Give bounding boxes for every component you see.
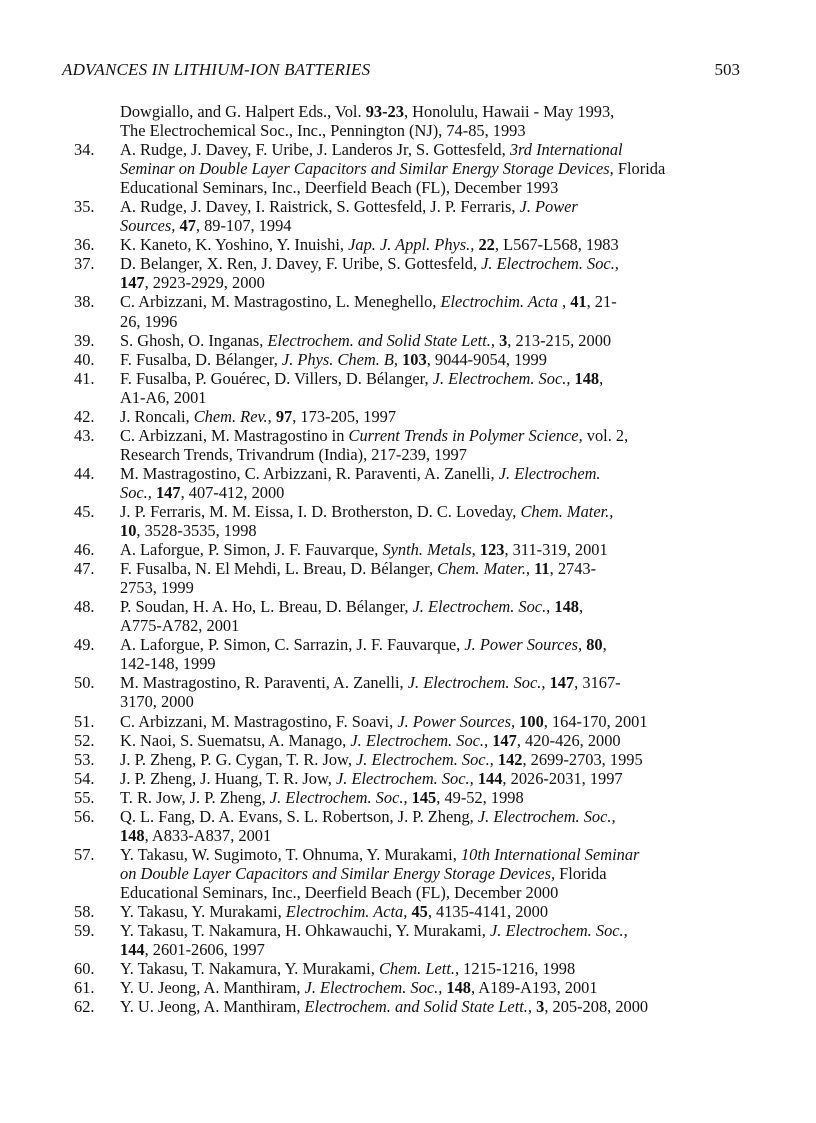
reference-item [0, 369, 816, 407]
reference-number: 55. [74, 787, 95, 807]
citation-text: Educational Seminars, Inc., Deerfield Beach (FL), December 1993 [120, 178, 559, 198]
reference-number: 47. [74, 559, 95, 579]
citation-text: , 2699-2703, 1995 [522, 749, 643, 769]
citation-text: Y. Takasu, Y. Murakami, [120, 901, 286, 921]
citation-text: , 89-107, 1994 [195, 216, 292, 236]
citation-text: , L567-L568, 1983 [494, 235, 619, 255]
reference-item [0, 254, 816, 292]
journal-title: J. Electrochem. Soc., [477, 806, 616, 826]
journal-title: J. Phys. Chem. B, [281, 349, 398, 369]
journal-title: 3rd International [509, 140, 623, 160]
journal-title: J. Electrochem. Soc., [432, 368, 571, 388]
volume-number: 142 [497, 749, 523, 769]
reference-number: 43. [74, 425, 95, 445]
citation-text: The Electrochemical Soc., Inc., Pennington (NJ), 74-85, 1993 [120, 121, 526, 141]
reference-text [120, 426, 745, 464]
reference-text [120, 292, 745, 330]
citation-text: , 2743- [549, 559, 597, 579]
citation-text: Q. L. Fang, D. A. Evans, S. L. Robertson, J. P. Zheng, [120, 806, 478, 826]
journal-title: J. Electrochem. Soc., [490, 921, 628, 941]
citation-text: K. Kaneto, K. Yoshino, Y. Inuishi, [120, 235, 349, 255]
citation-text: , 213-215, 2000 [507, 330, 612, 350]
reference-text [120, 902, 745, 921]
reference-number: 52. [74, 730, 95, 750]
reference-item [0, 559, 816, 597]
citation-text: 3170, 2000 [120, 692, 194, 712]
journal-title: Soc., [120, 482, 152, 502]
journal-title: J. Power Sources, [464, 635, 583, 655]
reference-text [120, 254, 745, 292]
volume-number: 3 [536, 997, 545, 1017]
citation-text: Florida [555, 863, 607, 883]
reference-text [120, 959, 745, 978]
reference-item [0, 597, 816, 635]
reference-item [0, 921, 816, 959]
reference-item [0, 750, 816, 769]
citation-text: , 9044-9054, 1999 [426, 349, 547, 369]
reference-text [120, 350, 745, 369]
citation-text: , 407-412, 2000 [180, 482, 285, 502]
reference-item [0, 959, 816, 978]
citation-text: , [578, 597, 584, 617]
reference-number: 50. [74, 673, 95, 693]
reference-item [0, 350, 816, 369]
volume-number: 47 [179, 216, 196, 236]
citation-text: A. Laforgue, P. Simon, J. F. Fauvarque, [120, 540, 383, 560]
reference-text [120, 978, 745, 997]
journal-title: 10th International Seminar [460, 844, 640, 864]
citation-text: , 420-426, 2000 [516, 730, 621, 750]
citation-text: , 164-170, 2001 [543, 711, 648, 731]
reference-text [120, 140, 745, 197]
reference-item [0, 407, 816, 426]
citation-text: C. Arbizzani, M. Mastragostino in [120, 425, 349, 445]
citation-text: , 311-319, 2001 [504, 540, 608, 560]
citation-text: Research Trends, Trivandrum (India), 217-239, 1997 [120, 444, 467, 464]
volume-number: 145 [411, 787, 437, 807]
citation-text: 2753, 1999 [120, 578, 194, 598]
citation-text: P. Soudan, H. A. Ho, L. Breau, D. Bélanger, [120, 597, 413, 617]
journal-title: Electrochem. and Solid State Lett., [304, 997, 532, 1017]
citation-text: Y. Takasu, T. Nakamura, Y. Murakami, [120, 959, 379, 979]
reference-item [0, 235, 816, 254]
reference-number: 41. [74, 368, 95, 388]
citation-text: , 49-52, 1998 [436, 787, 524, 807]
citation-text: , 173-205, 1997 [292, 406, 397, 426]
volume-number: 100 [519, 711, 544, 731]
citation-text: Y. U. Jeong, A. Manthiram, [120, 978, 305, 998]
volume-number: 22 [478, 235, 495, 255]
reference-item [0, 140, 816, 197]
citation-text: vol. 2, [582, 425, 629, 445]
reference-text [120, 464, 745, 502]
citation-text: Y. Takasu, W. Sugimoto, T. Ohnuma, Y. Murakami, [120, 844, 461, 864]
reference-text [120, 807, 745, 845]
reference-item [0, 845, 816, 902]
journal-title: Chem. Lett., [378, 959, 460, 979]
journal-title: Current Trends in Polymer Science, [348, 425, 583, 445]
reference-number: 44. [74, 463, 95, 483]
reference-text [120, 559, 745, 597]
reference-text [120, 197, 745, 235]
volume-number: 148 [120, 825, 145, 845]
citation-text: Y. U. Jeong, A. Manthiram, [120, 997, 305, 1017]
volume-number: 148 [574, 368, 600, 388]
journal-title: Seminar on Double Layer Capacitors and Similar Energy Storage Devices, [120, 159, 614, 179]
reference-number: 35. [74, 197, 95, 217]
reference-text [120, 788, 745, 807]
reference-item [0, 978, 816, 997]
journal-title: J. Electrochem. Soc., [335, 768, 474, 788]
reference-number: 42. [74, 406, 95, 426]
journal-title: J. Power Sources, [397, 711, 516, 731]
reference-item [0, 769, 816, 788]
reference-number: 36. [74, 235, 95, 255]
reference-item [0, 807, 816, 845]
reference-number: 61. [74, 978, 95, 998]
journal-title: J. Electrochem. Soc., [412, 597, 551, 617]
journal-title: Electrochim. Acta [440, 292, 558, 312]
volume-number: 41 [570, 292, 587, 312]
journal-title: Chem. Mater., [520, 501, 614, 521]
reference-number: 46. [74, 540, 95, 560]
reference-text [120, 369, 745, 407]
reference-item [0, 197, 816, 235]
reference-text [120, 769, 745, 788]
journal-title: Electrochim. Acta, [285, 901, 408, 921]
citation-text: J. P. Ferraris, M. M. Eissa, I. D. Brotherston, D. C. Loveday, [120, 501, 521, 521]
journal-title: Sources, [120, 216, 176, 236]
citation-text: , A189-A193, 2001 [471, 978, 598, 998]
citation-text: , 3528-3535, 1998 [136, 521, 257, 541]
citation-text: M. Mastragostino, R. Paraventi, A. Zanelli, [120, 673, 408, 693]
volume-number: 144 [477, 768, 503, 788]
citation-text: A. Rudge, J. Davey, I. Raistrick, S. Gottesfeld, J. P. Ferraris, [120, 197, 520, 217]
reference-text [120, 331, 745, 350]
volume-number: 80 [586, 635, 603, 655]
reference-item [0, 292, 816, 330]
reference-number: 53. [74, 749, 95, 769]
volume-number: 45 [411, 901, 428, 921]
reference-item [0, 540, 816, 559]
reference-number: 34. [74, 140, 95, 160]
journal-title: J. Power [519, 197, 578, 217]
reference-item [0, 997, 816, 1016]
reference-number: 54. [74, 768, 95, 788]
volume-number: 10 [120, 521, 137, 541]
reference-item [0, 712, 816, 731]
reference-item [0, 464, 816, 502]
citation-text: J. P. Zheng, J. Huang, T. R. Jow, [120, 768, 336, 788]
citation-text: C. Arbizzani, M. Mastragostino, F. Soavi, [120, 711, 398, 731]
journal-title: J. Electrochem. Soc., [481, 254, 619, 274]
citation-text: J. P. Zheng, P. G. Cygan, T. R. Jow, [120, 749, 357, 769]
reference-text [120, 845, 745, 902]
reference-number: 51. [74, 711, 95, 731]
volume-number: 93-23 [365, 102, 404, 121]
volume-number: 147 [155, 482, 181, 502]
reference-number: 37. [74, 254, 95, 274]
reference-list [0, 102, 816, 1016]
volume-number: 123 [479, 540, 505, 560]
citation-text: , [557, 292, 571, 312]
journal-title: J. Electrochem. Soc., [269, 787, 408, 807]
citation-text: Dowgiallo, and G. Halpert Eds., Vol. [120, 102, 366, 121]
citation-text: , 3167- [574, 673, 621, 693]
citation-text: K. Naoi, S. Suematsu, A. Manago, [120, 730, 351, 750]
journal-title: J. Electrochem. [498, 463, 601, 483]
volume-number: 147 [120, 273, 145, 293]
reference-number: 39. [74, 330, 95, 350]
volume-number: 103 [402, 349, 427, 369]
reference-number: 40. [74, 349, 95, 369]
reference-text [120, 102, 745, 140]
reference-number: 49. [74, 635, 95, 655]
journal-title: J. Electrochem. Soc., [304, 978, 443, 998]
reference-item [0, 635, 816, 673]
citation-text: 142-148, 1999 [120, 654, 216, 674]
citation-text: , A833-A837, 2001 [144, 825, 272, 845]
citation-text: C. Arbizzani, M. Mastragostino, L. Meneghello, [120, 292, 441, 312]
reference-number: 62. [74, 997, 95, 1017]
citation-text: Florida [613, 159, 666, 179]
running-title: ADVANCES IN LITHIUM-ION BATTERIES [62, 60, 371, 79]
citation-text: , 2601-2606, 1997 [144, 940, 265, 960]
citation-text: A. Rudge, J. Davey, F. Uribe, J. Landeros Jr, S. Gottesfeld, [120, 140, 510, 160]
volume-number: 148 [554, 597, 579, 617]
citation-text: Y. Takasu, T. Nakamura, H. Ohkawauchi, Y. Murakami, [120, 921, 490, 941]
citation-text: T. R. Jow, J. P. Zheng, [120, 787, 270, 807]
journal-title: Electrochem. and Solid State Lett., [267, 330, 495, 350]
journal-title: J. Electrochem. Soc., [407, 673, 546, 693]
citation-text: A. Laforgue, P. Simon, C. Sarrazin, J. F. Fauvarque, [120, 635, 465, 655]
citation-text: , 21- [586, 292, 617, 312]
citation-text: , Honolulu, Hawaii - May 1993, [403, 102, 615, 121]
page-number: 503 [714, 60, 740, 79]
citation-text: 26, 1996 [120, 311, 178, 331]
citation-text: Educational Seminars, Inc., Deerfield Beach (FL), December 2000 [120, 882, 559, 902]
volume-number: 148 [446, 978, 471, 998]
reference-item [0, 331, 816, 350]
citation-text: , 4135-4141, 2000 [427, 901, 549, 921]
volume-number: 3 [499, 330, 508, 350]
reference-number: 48. [74, 597, 95, 617]
volume-number: 97 [275, 406, 293, 426]
citation-text: J. Roncali, [120, 406, 194, 426]
reference-item [0, 902, 816, 921]
journal-title: on Double Layer Capacitors and Similar Energy Storage Devices, [120, 863, 556, 883]
citation-text: F. Fusalba, P. Gouérec, D. Villers, D. Bélanger, [120, 368, 433, 388]
journal-title: J. Electrochem. Soc., [356, 749, 494, 769]
reference-item [0, 731, 816, 750]
reference-number: 56. [74, 806, 95, 826]
reference-number: 60. [74, 959, 95, 979]
reference-text [120, 540, 745, 559]
reference-number: 38. [74, 292, 95, 312]
reference-item [0, 102, 816, 140]
volume-number: 147 [492, 730, 517, 750]
citation-text: F. Fusalba, N. El Mehdi, L. Breau, D. Bélanger, [120, 559, 438, 579]
citation-text: F. Fusalba, D. Bélanger, [120, 349, 282, 369]
reference-number: 59. [74, 921, 95, 941]
volume-number: 144 [120, 940, 145, 960]
citation-text: 1215-1216, 1998 [459, 959, 576, 979]
citation-text: A1-A6, 2001 [120, 387, 207, 407]
reference-text [120, 712, 745, 731]
reference-text [120, 921, 745, 959]
citation-text: , 2026-2031, 1997 [502, 768, 623, 788]
journal-title: Chem. Mater., [437, 559, 531, 579]
reference-text [120, 597, 745, 635]
journal-title: Synth. Metals, [382, 540, 476, 560]
reference-text [120, 673, 745, 711]
reference-number: 58. [74, 901, 95, 921]
journal-title: J. Electrochem. Soc., [350, 730, 489, 750]
reference-number: 45. [74, 501, 95, 521]
reference-item [0, 788, 816, 807]
citation-text: , 2923-2929, 2000 [144, 273, 265, 293]
citation-text: S. Ghosh, O. Inganas, [120, 330, 268, 350]
citation-text: , 205-208, 2000 [544, 997, 649, 1017]
reference-text [120, 750, 745, 769]
reference-text [120, 731, 745, 750]
citation-text: D. Belanger, X. Ren, J. Davey, F. Uribe, S. Gottesfeld, [120, 254, 482, 274]
running-header [62, 60, 740, 84]
citation-text: , [599, 368, 604, 388]
reference-text [120, 997, 745, 1016]
reference-item [0, 426, 816, 464]
volume-number: 147 [549, 673, 575, 693]
volume-number: 11 [534, 559, 550, 579]
citation-text: M. Mastragostino, C. Arbizzani, R. Paraventi, A. Zanelli, [120, 463, 499, 483]
citation-text: , [602, 635, 607, 655]
journal-title: Jap. J. Appl. Phys., [348, 235, 475, 255]
reference-item [0, 502, 816, 540]
reference-text [120, 635, 745, 673]
journal-title: Chem. Rev., [193, 406, 272, 426]
reference-text [120, 407, 745, 426]
reference-text [120, 502, 745, 540]
reference-number: 57. [74, 844, 95, 864]
citation-text: A775-A782, 2001 [120, 616, 240, 636]
reference-item [0, 673, 816, 711]
reference-text [120, 235, 745, 254]
